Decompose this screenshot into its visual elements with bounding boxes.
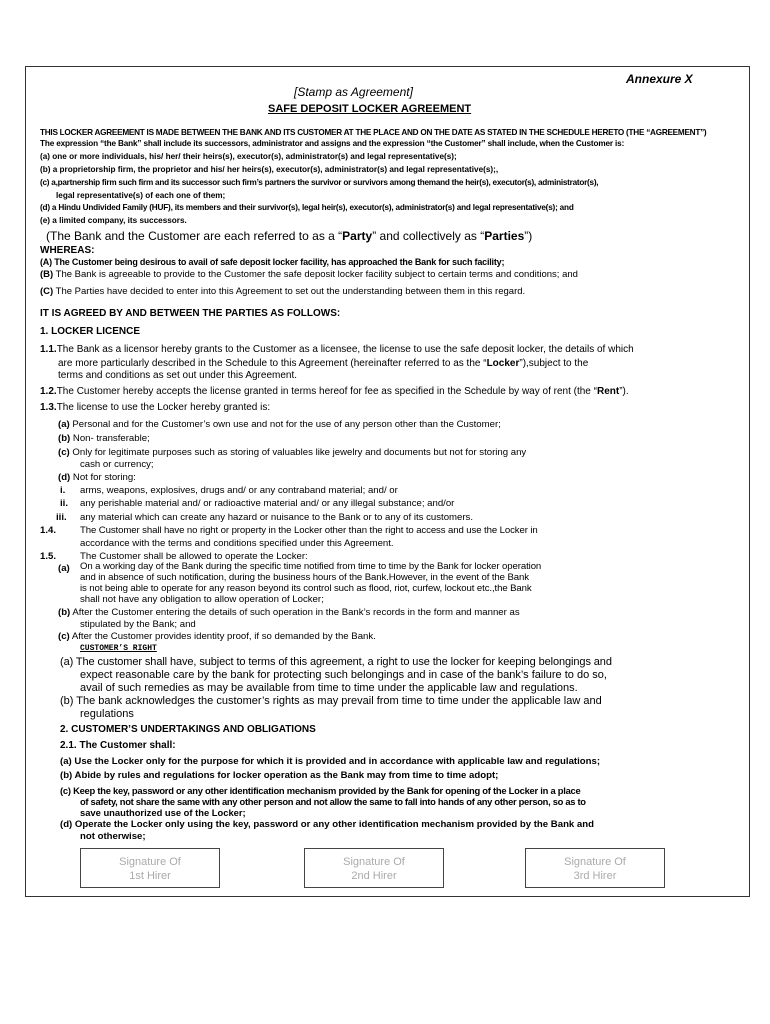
- clause-1-5-b: (b) After the Customer entering the details of such operation in the Bank’s records in the form and manner as: [58, 607, 520, 618]
- intro-item-d: (d) a Hindu Undivided Family (HUF), its members and their survivor(s), legal heir(s), executor(s), administrator(s) and legal representative(s); and: [40, 203, 574, 212]
- signature-label: Signature Of: [564, 856, 626, 868]
- clause-2-1-d-cont: not otherwise;: [80, 831, 146, 842]
- signature-box-2nd-hirer[interactable]: [304, 848, 444, 888]
- clause-2-1-d: (d) Operate the Locker only using the key, password or any other identification mechanism provided by the Bank and: [60, 819, 594, 830]
- clause-1-3-i: arms, weapons, explosives, drugs and/ or any contraband material; and/ or: [80, 485, 398, 496]
- clause-1-3-iii-label: iii.: [56, 512, 67, 523]
- clause-1-5-a-cont2: is not being able to operate for any reason beyond its control such as flood, riot, curfew, lockout etc.,the Bank: [80, 583, 532, 594]
- customers-right-a-cont2: avail of such remedies as may be available from time to time under the applicable law and regulations.: [80, 682, 578, 694]
- intro-item-c-cont: legal representative(s) of each one of them;: [56, 191, 226, 200]
- clause-1-3-iii: any material which can create any hazard or nuisance to the Bank or to any of its customers.: [80, 512, 474, 523]
- party-definition: (The Bank and the Customer are each referred to as a “Party” and collectively as “Parties”): [46, 229, 533, 243]
- clause-1-3-a: (a) Personal and for the Customer’s own use and not for the use of any person other than the Customer;: [58, 419, 501, 430]
- customers-right-b: (b) The bank acknowledges the customer’s rights as may prevail from time to time under the applicable law and: [60, 695, 602, 707]
- clause-1-3-c: (c) Only for legitimate purposes such as storing of valuables like jewelry and documents but not for storing any: [58, 447, 527, 458]
- clause-1-3-b: (b) Non- transferable;: [58, 433, 150, 444]
- signature-hirer: 3rd Hirer: [573, 870, 617, 882]
- clause-1-1-cont: are more particularly described in the Schedule to this Agreement (hereinafter referred to as the “Locker”),subject to the: [58, 358, 589, 369]
- clause-1-1-cont2: terms and conditions as set out under this Agreement.: [58, 370, 298, 381]
- whereas-a: (A) The Customer being desirous to avail of safe deposit locker facility, has approached the Bank for such facility;: [40, 257, 505, 267]
- agreed-heading: IT IS AGREED BY AND BETWEEN THE PARTIES AS FOLLOWS:: [40, 308, 341, 319]
- intro-item-b: (b) a proprietorship firm, the proprietor and his/ her heirs(s), executor(s), administrator(s) and legal representative(s);,: [40, 165, 499, 174]
- clause-2-1: 2.1. The Customer shall:: [60, 740, 176, 751]
- whereas-heading: WHEREAS:: [40, 245, 95, 256]
- clause-1-3-c-cont: cash or currency;: [80, 459, 154, 470]
- signature-hirer: 1st Hirer: [129, 870, 171, 882]
- expression-line: The expression “the Bank” shall include its successors, administrator and assigns and the expression “the Customer” shall include, when the Customer is:: [40, 139, 625, 148]
- clause-1-4-num: 1.4.: [40, 525, 57, 536]
- clause-1-5-a-cont: and in absence of such notification, during the business hours of the Bank.However, in the event of the Bank: [80, 572, 529, 583]
- clause-1-4: The Customer shall have no right or property in the Locker other than the right to access and use the Locker in: [80, 525, 538, 536]
- clause-1-5-a: On a working day of the Bank during the specific time notified from time to time by the Bank for locker operation: [80, 561, 542, 572]
- clause-1-5-a-cont3: shall not have any obligation to allow operation of Locker;: [80, 594, 324, 605]
- whereas-b: (B) The Bank is agreeable to provide to the Customer the safe deposit locker facility subject to certain terms and conditions; and: [40, 269, 578, 280]
- clause-1-4-cont: accordance with the terms and conditions specified under this Agreement.: [80, 538, 394, 549]
- clause-2-1-a: (a) Use the Locker only for the purpose for which it is provided and in accordance with applicable law and regulations;: [60, 756, 601, 767]
- whereas-c: (C) The Parties have decided to enter into this Agreement to set out the understanding between them in this regard.: [40, 286, 526, 297]
- clause-1-3-ii-label: ii.: [60, 498, 68, 509]
- clause-1-3-i-label: i.: [60, 485, 66, 496]
- customers-right-a-cont: expect reasonable care by the bank for protecting such belongings and in case of the bank’s failure to do so,: [80, 669, 607, 681]
- clause-1-2: 1.2.The Customer hereby accepts the license granted in terms hereof for fee as specified in the Schedule by way of rent (the “Rent”).: [40, 386, 629, 397]
- clause-2-1-c-cont: of safety, not share the same with any other person and not allow the same to fall into hands of any other person, so as to: [80, 796, 586, 807]
- clause-2-1-b: (b) Abide by rules and regulations for locker operation as the Bank may from time to time adopt;: [60, 770, 499, 781]
- customers-right-b-cont: regulations: [80, 708, 134, 720]
- intro-item-c: (c) a,partnership firm such firm and its successor such firm’s partners the survivor or survivors among themand the heir(s), executor(s), administrator(s),: [40, 178, 599, 187]
- signature-hirer: 2nd Hirer: [351, 870, 397, 882]
- clause-1-3: 1.3.The license to use the Locker hereby granted is:: [40, 402, 271, 413]
- customers-right-heading: CUSTOMER’S RIGHT: [80, 644, 157, 653]
- clause-1-3-d: (d) Not for storing:: [58, 472, 136, 483]
- intro-item-a: (a) one or more individuals, his/ her/ their heirs(s), executor(s), administrator(s) and legal representative(s);: [40, 152, 457, 161]
- clause-1-5-c: (c) After the Customer provides identity proof, if so demanded by the Bank.: [58, 631, 376, 642]
- signature-box-1st-hirer[interactable]: [80, 848, 220, 888]
- intro-item-e: (e) a limited company, its successors.: [40, 216, 187, 225]
- signature-label: Signature Of: [119, 856, 181, 868]
- annexure-label: Annexure X: [626, 72, 693, 86]
- agreement-line: THIS LOCKER AGREEMENT IS MADE BETWEEN THE BANK AND ITS CUSTOMER AT THE PLACE AND ON THE DATE AS STATED IN THE SCHEDULE HERETO (THE “AGREEMENT”): [40, 128, 707, 137]
- clause-1-5-a-label: (a): [58, 563, 70, 574]
- clause-1-5-b-cont: stipulated by the Bank; and: [80, 619, 196, 630]
- stamp-label: [Stamp as Agreement]: [294, 85, 413, 99]
- customers-right-a: (a) The customer shall have, subject to terms of this agreement, a right to use the locker for keeping belongings and: [60, 656, 612, 668]
- page-title: SAFE DEPOSIT LOCKER AGREEMENT: [268, 103, 472, 115]
- clause-2-1-c: (c) Keep the key, password or any other identification mechanism provided by the Bank for opening of the Locker in a place: [60, 785, 581, 796]
- clause-1-5: The Customer shall be allowed to operate the Locker:: [80, 551, 308, 562]
- clause-2-1-c-cont2: save unauthorized use of the Locker;: [80, 807, 246, 818]
- section-1-heading: 1. LOCKER LICENCE: [40, 326, 141, 337]
- signature-label: Signature Of: [343, 856, 405, 868]
- clause-1-5-num: 1.5.: [40, 551, 57, 562]
- signature-box-3rd-hirer[interactable]: [525, 848, 665, 888]
- section-2-heading: 2. CUSTOMER’S UNDERTAKINGS AND OBLIGATIONS: [60, 724, 316, 735]
- clause-1-3-ii: any perishable material and/ or radioactive material and/ or any illegal substance; and/or: [80, 498, 455, 509]
- clause-1-1: 1.1.The Bank as a licensor hereby grants to the Customer as a licensee, the license to use the safe deposit locker, the details of which: [40, 344, 634, 355]
